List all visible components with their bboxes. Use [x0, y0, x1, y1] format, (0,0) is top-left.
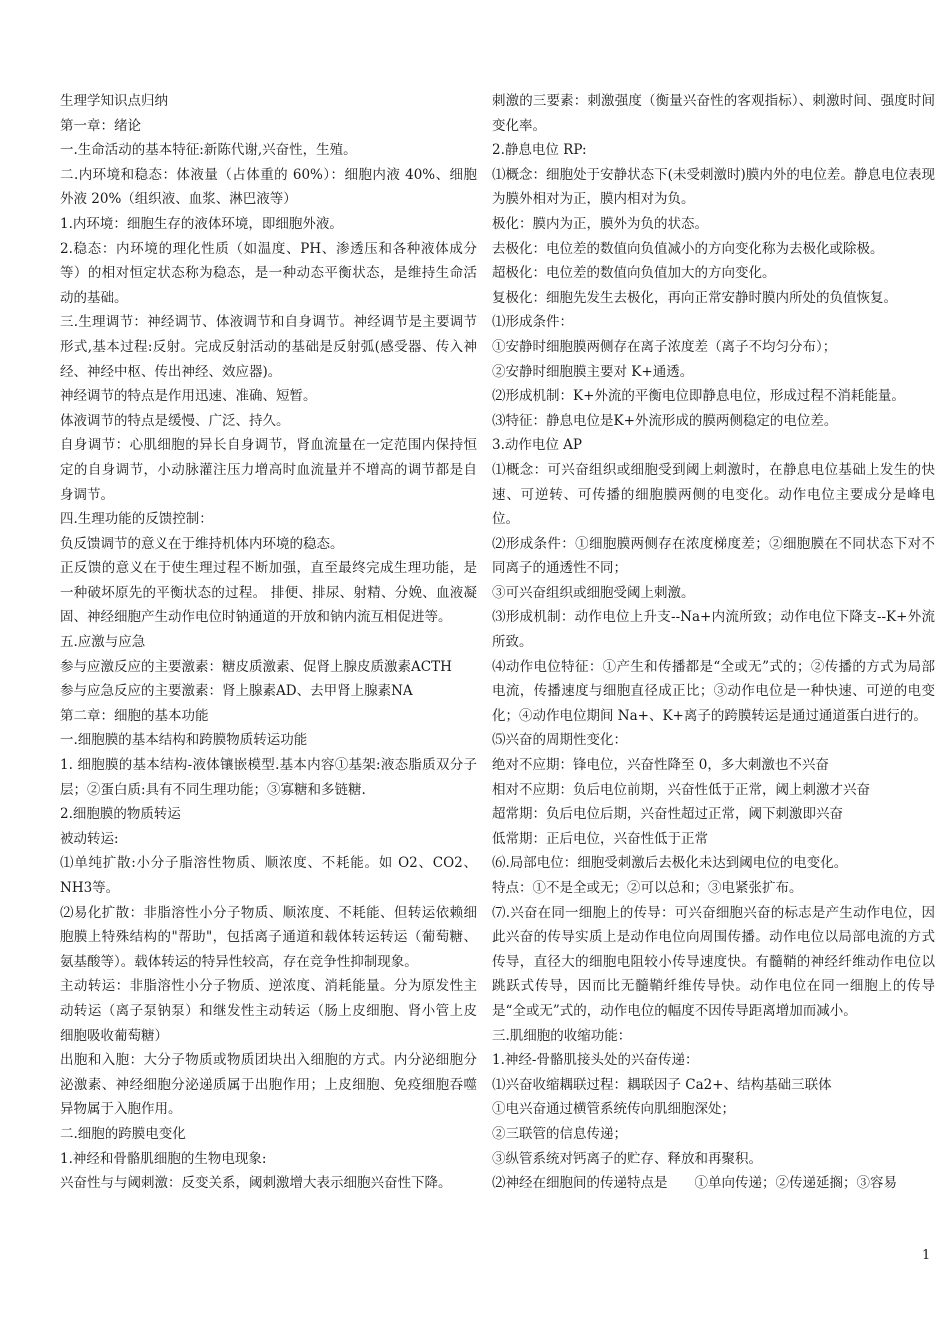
paragraph: 2.静息电位 RP: — [492, 142, 587, 159]
paragraph: 3.动作电位 AP — [492, 437, 583, 454]
paragraph: 参与应激反应的主要激素：糖皮质激素、促肾上腺皮质激素ACTH — [60, 658, 452, 675]
paragraph: 体液调节的特点是缓慢、广泛、持久。 — [60, 412, 290, 429]
paragraph: 神经调节的特点是作用迅速、准确、短暂。 — [60, 388, 317, 405]
paragraph: 参与应急反应的主要激素：肾上腺素AD、去甲肾上腺素NA — [60, 683, 413, 700]
paragraph: ⑴兴奋收缩耦联过程：耦联因子 Ca2+、结构基础三联体 — [492, 1076, 832, 1093]
paragraph: ⑴形成条件： — [492, 314, 573, 331]
paragraph: ⑵易化扩散：非脂溶性小分子物质、顺浓度、不耗能、但转运依赖细胞膜上特殊结构的"帮助"，包括离子通道和载体转运转运（葡萄糖、氨基酸等）。载体转运的特异性较高，存在竞争性抑制现象。 — [60, 904, 477, 970]
paragraph: 相对不应期：负后电位前期，兴奋性低于正常，阈上刺激才兴奋 — [492, 781, 870, 798]
paragraph: 极化：膜内为正，膜外为负的状态。 — [492, 215, 708, 232]
paragraph: 主动转运：非脂溶性小分子物质、逆浓度、消耗能量。分为原发性主动转运（离子泵钠泵）和继发性主动转运（肠上皮细胞、肾小管上皮细胞吸收葡萄糖） — [60, 978, 477, 1044]
paragraph: 2.细胞膜的物质转运 — [60, 806, 181, 823]
paragraph: ⑶形成机制：动作电位上升支--Na+内流所致；动作电位下降支--K+外流所致。 — [492, 609, 935, 651]
paragraph: ①电兴奋通过横管系统传向肌细胞深处； — [492, 1101, 735, 1118]
page-number: 1 — [922, 1248, 931, 1263]
paragraph: ⑶特征：静息电位是K+外流形成的膜两侧稳定的电位差。 — [492, 412, 838, 429]
paragraph: 超极化：电位差的数值向负值加大的方向变化。 — [492, 265, 776, 282]
paragraph: ⑸兴奋的周期性变化： — [492, 732, 627, 749]
paragraph: 1.内环境：细胞生存的液体环境，即细胞外液。 — [60, 215, 343, 232]
paragraph: 1. 细胞膜的基本结构-液体镶嵌模型.基本内容①基架:液态脂质双分子层；②蛋白质:具有不同生理功能；③寡糖和多链糖. — [60, 757, 477, 798]
paragraph: 低常期：正后电位，兴奋性低于正常 — [492, 830, 708, 847]
paragraph: 负反馈调节的意义在于维持机体内环境的稳态。 — [60, 535, 344, 552]
paragraph: 出胞和入胞：大分子物质或物质团块出入细胞的方式。内分泌细胞分泌激素、神经细胞分泌递质属于出胞作用；上皮细胞、免疫细胞吞噬异物属于入胞作用。 — [60, 1052, 477, 1118]
paragraph: 超常期：负后电位后期，兴奋性超过正常，阈下刺激即兴奋 — [492, 806, 843, 823]
paragraph: ⑹.局部电位：细胞受刺激后去极化未达到阈电位的电变化。 — [492, 855, 848, 872]
paragraph: 五.应激与应急 — [60, 634, 146, 651]
paragraph: 兴奋性与与阈刺激：反变关系，阈刺激增大表示细胞兴奋性下降。 — [60, 1175, 452, 1192]
paragraph: 二.细胞的跨膜电变化 — [60, 1125, 186, 1142]
left-text-column — [60, 89, 477, 1196]
paragraph: 一.细胞膜的基本结构和跨膜物质转运功能 — [60, 732, 308, 749]
paragraph: ⑵形成条件：①细胞膜两侧存在浓度梯度差；②细胞膜在不同状态下对不同离子的通透性不同； — [492, 535, 935, 577]
paragraph: ⑴概念：可兴奋组织或细胞受到阈上刺激时，在静息电位基础上发生的快速、可逆转、可传播的细胞膜两侧的电变化。动作电位主要成分是峰电位。 — [492, 461, 935, 528]
paragraph: ⑴单纯扩散:小分子脂溶性物质、顺浓度、不耗能。如 O2、CO2、NH3等。 — [60, 855, 477, 896]
paragraph: 2.稳态：内环境的理化性质（如温度、PH、渗透压和各种液体成分等）的相对恒定状态称为稳态，是一种动态平衡状态，是维持生命活动的基础。 — [60, 240, 477, 306]
paragraph: 一.生命活动的基本特征:新陈代谢,兴奋性，生殖。 — [60, 142, 357, 159]
paragraph: 特点：①不是全或无；②可以总和；③电紧张扩布。 — [492, 880, 803, 896]
paragraph: 1.神经-骨骼肌接头处的兴奋传递： — [492, 1052, 699, 1069]
paragraph: 二.内环境和稳态：体液量（占体重的 60%）：细胞内液 40%、细胞外液 20%（组织液、血浆、淋巴液等） — [60, 166, 477, 208]
right-text-column — [492, 89, 935, 1196]
paragraph: ⑷动作电位特征：①产生和传播都是“全或无”式的；②传播的方式为局部电流，传播速度与细胞直径成正比；③动作电位是一种快速、可逆的电变化；④动作电位期间 Na+、K+离子的跨膜转运是通过通道蛋白进行的。 — [492, 658, 935, 724]
paragraph: 绝对不应期：锋电位，兴奋性降至 0，多大刺激也不兴奋 — [492, 757, 829, 774]
paragraph: ③可兴奋组织或细胞受阈上刺激。 — [492, 584, 695, 601]
paragraph: ②三联管的信息传递； — [492, 1125, 627, 1142]
paragraph: 第二章：细胞的基本功能 — [60, 707, 209, 724]
paragraph: 被动转运: — [60, 830, 119, 847]
paragraph: 生理学知识点归纳 — [60, 93, 168, 109]
paragraph: 刺激的三要素：刺激强度（衡量兴奋性的客观指标）、刺激时间、强度时间变化率。 — [492, 93, 935, 134]
paragraph: 自身调节：心肌细胞的异长自身调节，肾血流量在一定范围内保持恒定的自身调节，小动脉灌注压力增高时血流量并不增高的调节都是自身调节。 — [60, 437, 477, 503]
paragraph: ⑵神经在细胞间的传递特点是 ①单向传递；②传递延搁；③容易 — [492, 1175, 897, 1192]
paragraph: 三.肌细胞的收缩功能： — [492, 1027, 632, 1044]
paragraph: ⑵形成机制：K+外流的平衡电位即静息电位，形成过程不消耗能量。 — [492, 388, 905, 405]
paragraph: ①安静时细胞膜两侧存在离子浓度差（离子不均匀分布）； — [492, 338, 837, 355]
paragraph: 去极化：电位差的数值向负值减小的方向变化称为去极化或除极。 — [492, 240, 884, 257]
paragraph: 正反馈的意义在于使生理过程不断加强，直至最终完成生理功能，是一种破坏原先的平衡状态的过程。 排便、排尿、射精、分娩、血液凝固、神经细胞产生动作电位时钠通道的开放和钠内流互相促进等。 — [60, 560, 477, 626]
paragraph: 第一章：绪论 — [60, 117, 141, 134]
paragraph: ③纵管系统对钙离子的贮存、释放和再聚积。 — [492, 1150, 762, 1167]
paragraph: ⑺.兴奋在同一细胞上的传导：可兴奋细胞兴奋的标志是产生动作电位，因此兴奋的传导实质上是动作电位向周围传播。动作电位以局部电流的方式传导，直径大的细胞电阻较小传导速度快。有髓鞘的神经纤维动作电位以跳跃式传导，因而比无髓鞘纤维传导快。动作电位在同一细胞上的传导是“全或无”式的，动作电位的幅度不因传导距离增加而减小。 — [492, 904, 935, 1019]
paragraph: 1.神经和骨骼肌细胞的生物电现象: — [60, 1150, 267, 1167]
paragraph: 四.生理功能的反馈控制： — [60, 511, 213, 528]
paragraph: 复极化：细胞先发生去极化，再向正常安静时膜内所处的负值恢复。 — [492, 289, 897, 306]
paragraph: 三.生理调节：神经调节、体液调节和自身调节。神经调节是主要调节形式,基本过程:反射。完成反射活动的基础是反射弧(感受器、传入神经、神经中枢、传出神经、效应器)。 — [60, 314, 477, 380]
paragraph: ②安静时细胞膜主要对 K+通透。 — [492, 363, 694, 380]
paragraph: ⑴概念：细胞处于安静状态下(未受刺激时)膜内外的电位差。静息电位表现为膜外相对为正，膜内相对为负。 — [492, 166, 935, 208]
